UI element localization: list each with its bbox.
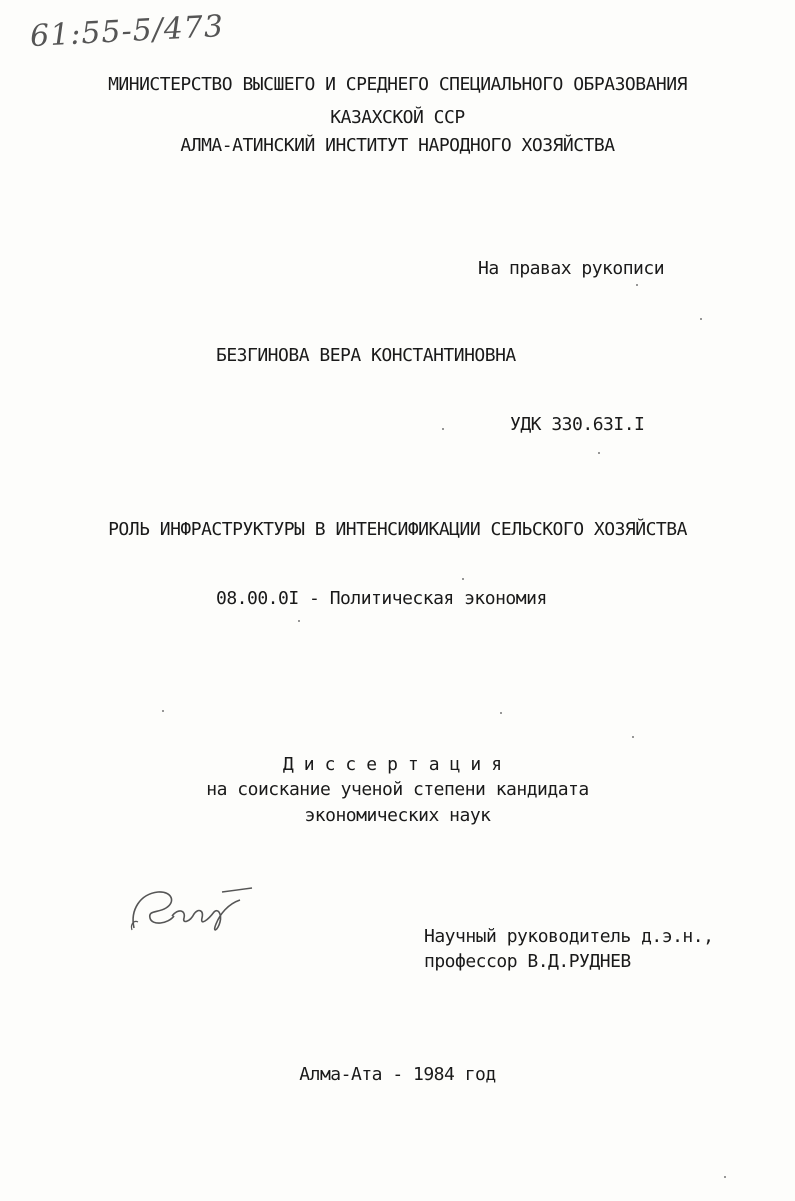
dissertation-label: Диссертация [282,754,513,775]
place-and-year: Алма-Ата - 1984 год [299,1064,496,1085]
scan-speck [462,578,464,580]
supervisor-line-2: профессор В.Д.РУДНЕВ [424,951,631,972]
degree-line-2: экономических наук [304,805,491,826]
scan-speck [598,452,600,454]
scan-speck [500,712,502,714]
scan-speck [298,620,300,622]
handwritten-signature [128,880,258,944]
scan-speck [632,736,634,738]
specialty-code: 08.00.0I - Политическая экономия [216,588,547,609]
scan-speck [724,1176,726,1178]
institute-line: АЛМА-АТИНСКИЙ ИНСТИТУТ НАРОДНОГО ХОЗЯЙСТВА [180,135,615,156]
scan-speck [636,284,638,286]
degree-line-1: на соискание ученой степени кандидата [206,779,589,800]
republic-line: КАЗАХСКОЙ ССР [330,107,465,128]
scan-speck [162,710,164,712]
scan-speck [442,428,444,430]
ministry-line: МИНИСТЕРСТВО ВЫСШЕГО И СРЕДНЕГО СПЕЦИАЛЬНОГО ОБРАЗОВАНИЯ [108,74,687,95]
author-name: БЕЗГИНОВА ВЕРА КОНСТАНТИНОВНА [216,345,516,366]
dissertation-title: РОЛЬ ИНФРАСТРУКТУРЫ В ИНТЕНСИФИКАЦИИ СЕЛЬСКОГО ХОЗЯЙСТВА [108,519,687,540]
supervisor-line-1: Научный руководитель д.э.н., [424,926,714,947]
scan-speck [700,318,702,320]
archive-code-handwritten: 61:55-5/473 [29,8,225,55]
manuscript-note: На правах рукописи [478,258,665,279]
udc-code: УДК 330.63I.I [510,414,645,435]
